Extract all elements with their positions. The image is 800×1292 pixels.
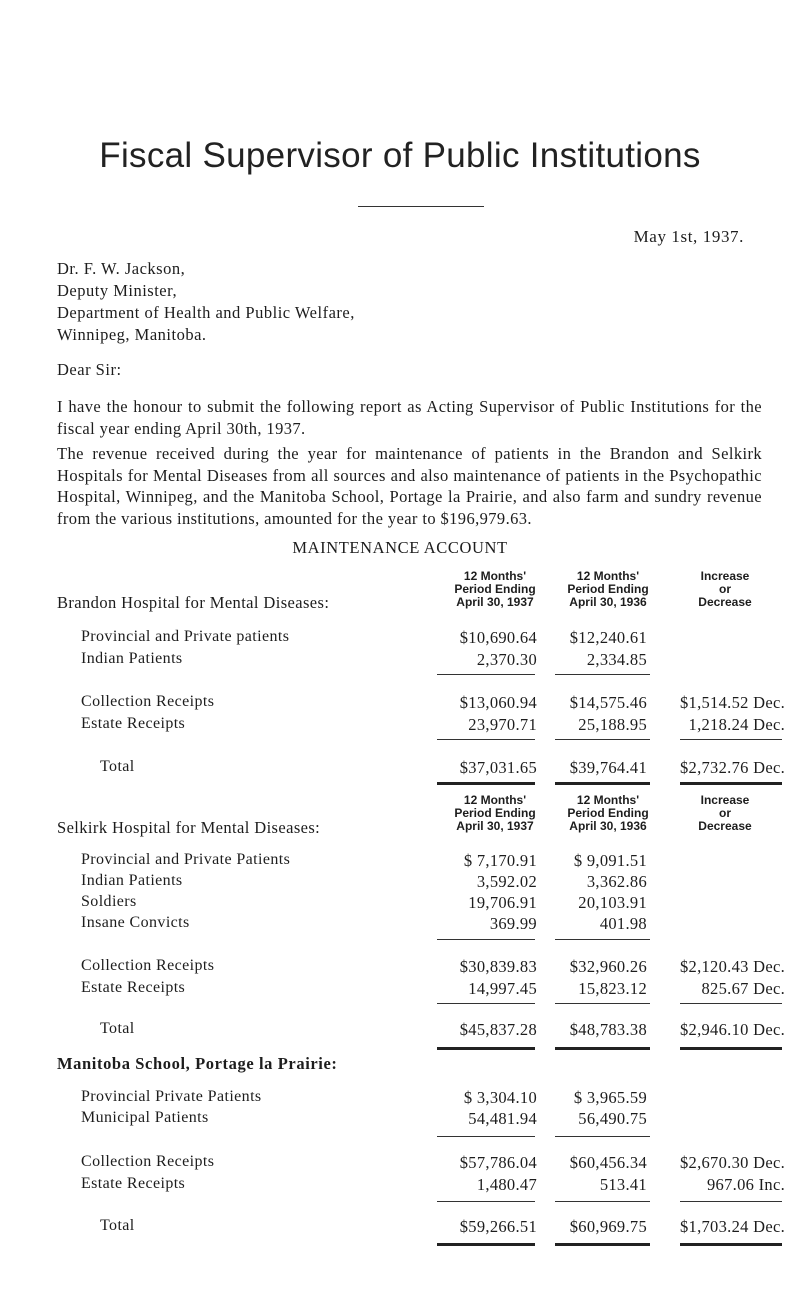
- value-1936: 20,103.91: [578, 893, 647, 912]
- value-1937: 54,481.94: [468, 1109, 537, 1128]
- value-1937: $57,786.04: [459, 1153, 537, 1172]
- row-label: Estate Receipts: [81, 979, 431, 997]
- total-rule: [555, 1047, 650, 1050]
- row-label: Total: [100, 1217, 450, 1235]
- total-1937: $37,031.65: [459, 758, 537, 777]
- row-label: Total: [100, 1020, 450, 1038]
- subtotal-rule: [437, 739, 535, 740]
- subtotal-rule: [437, 1136, 535, 1137]
- row-label: Provincial and Private patients: [81, 628, 431, 646]
- letter-date: May 1st, 1937.: [633, 227, 744, 246]
- column-header: Increase or Decrease: [698, 793, 752, 833]
- row-label: Indian Patients: [81, 872, 431, 890]
- group-title: Brandon Hospital for Mental Diseases:: [57, 593, 330, 612]
- value-1937: 23,970.71: [468, 715, 537, 734]
- total-rule: [680, 1243, 782, 1246]
- total-rule: [680, 782, 782, 785]
- address-line: Dr. F. W. Jackson,: [57, 259, 186, 278]
- column-header: 12 Months' Period Ending April 30, 1937: [454, 569, 536, 609]
- value-1936: $14,575.46: [569, 693, 647, 712]
- subtotal-rule: [437, 674, 535, 675]
- total-1936: $48,783.38: [569, 1020, 647, 1039]
- change-value: 825.67 Dec.: [701, 979, 785, 998]
- value-1936: 2,334.85: [586, 650, 647, 669]
- subtotal-rule: [680, 739, 782, 740]
- value-1936: 25,188.95: [578, 715, 647, 734]
- column-header: Increase or Decrease: [698, 569, 752, 609]
- value-1936: $ 3,965.59: [573, 1088, 647, 1107]
- row-label: Collection Receipts: [81, 1153, 431, 1171]
- subtotal-rule: [555, 1003, 650, 1004]
- group-title: Manitoba School, Portage la Prairie:: [57, 1054, 338, 1073]
- value-1936: $60,456.34: [569, 1153, 647, 1172]
- row-label: Provincial and Private Patients: [81, 851, 431, 869]
- value-1936: 15,823.12: [578, 979, 647, 998]
- total-rule: [437, 1047, 535, 1050]
- title-divider: [358, 206, 484, 207]
- total-rule: [555, 1243, 650, 1246]
- value-1937: $ 3,304.10: [463, 1088, 537, 1107]
- subtotal-rule: [680, 1003, 782, 1004]
- value-1936: 513.41: [599, 1175, 647, 1194]
- total-change: $2,732.76 Dec.: [679, 758, 785, 777]
- total-rule: [680, 1047, 782, 1050]
- change-value: 967.06 Inc.: [707, 1175, 785, 1194]
- total-1937: $59,266.51: [459, 1217, 537, 1236]
- address-line: Winnipeg, Manitoba.: [57, 325, 207, 344]
- value-1937: $10,690.64: [459, 628, 537, 647]
- row-label: Municipal Patients: [81, 1109, 431, 1127]
- value-1937: $13,060.94: [459, 693, 537, 712]
- value-1937: $ 7,170.91: [463, 851, 537, 870]
- change-value: $2,120.43 Dec.: [679, 957, 785, 976]
- paragraph: I have the honour to submit the following report as Acting Supervisor of Public Institutions for the fiscal year ending April 30th, 1937.: [57, 397, 762, 438]
- subtotal-rule: [437, 1201, 535, 1202]
- row-label: Collection Receipts: [81, 957, 431, 975]
- subtotal-rule: [555, 1201, 650, 1202]
- value-1936: 56,490.75: [578, 1109, 647, 1128]
- total-1936: $60,969.75: [569, 1217, 647, 1236]
- row-label: Soldiers: [81, 893, 431, 911]
- column-header: 12 Months' Period Ending April 30, 1937: [454, 793, 536, 833]
- subtotal-rule: [555, 1136, 650, 1137]
- total-1936: $39,764.41: [569, 758, 647, 777]
- address-line: Deputy Minister,: [57, 281, 178, 300]
- value-1936: $ 9,091.51: [573, 851, 647, 870]
- section-title: MAINTENANCE ACCOUNT: [292, 538, 508, 557]
- address-line: Department of Health and Public Welfare,: [57, 303, 355, 322]
- value-1937: $30,839.83: [459, 957, 537, 976]
- value-1937: 3,592.02: [476, 872, 537, 891]
- total-change: $2,946.10 Dec.: [679, 1020, 785, 1039]
- subtotal-rule: [555, 739, 650, 740]
- column-header: 12 Months' Period Ending April 30, 1936: [567, 793, 649, 833]
- row-label: Estate Receipts: [81, 715, 431, 733]
- row-label: Estate Receipts: [81, 1175, 431, 1193]
- value-1937: 19,706.91: [468, 893, 537, 912]
- subtotal-rule: [437, 939, 535, 940]
- total-rule: [555, 782, 650, 785]
- total-rule: [437, 782, 535, 785]
- column-header: 12 Months' Period Ending April 30, 1936: [567, 569, 649, 609]
- value-1936: $32,960.26: [569, 957, 647, 976]
- total-1937: $45,837.28: [459, 1020, 537, 1039]
- subtotal-rule: [555, 939, 650, 940]
- subtotal-rule: [680, 1201, 782, 1202]
- group-title: Selkirk Hospital for Mental Diseases:: [57, 818, 321, 837]
- value-1937: 14,997.45: [468, 979, 537, 998]
- row-label: Insane Convicts: [81, 914, 431, 932]
- change-value: $2,670.30 Dec.: [679, 1153, 785, 1172]
- value-1937: 1,480.47: [476, 1175, 537, 1194]
- value-1937: 369.99: [489, 914, 537, 933]
- value-1937: 2,370.30: [476, 650, 537, 669]
- value-1936: $12,240.61: [569, 628, 647, 647]
- row-label: Provincial Private Patients: [81, 1088, 431, 1106]
- total-rule: [437, 1243, 535, 1246]
- change-value: 1,218.24 Dec.: [688, 715, 785, 734]
- row-label: Indian Patients: [81, 650, 431, 668]
- value-1936: 401.98: [599, 914, 647, 933]
- change-value: $1,514.52 Dec.: [679, 693, 785, 712]
- value-1936: 3,362.86: [586, 872, 647, 891]
- row-label: Total: [100, 758, 450, 776]
- subtotal-rule: [555, 674, 650, 675]
- total-change: $1,703.24 Dec.: [679, 1217, 785, 1236]
- subtotal-rule: [437, 1003, 535, 1004]
- page-title: Fiscal Supervisor of Public Institutions: [99, 136, 701, 175]
- paragraph: The revenue received during the year for maintenance of patients in the Brandon and Selkirk Hospitals for Mental Diseases from all sources and also maintenance of patients in the Psychopathic Hospital, Winnipeg, and the Manitoba School, Portage la Prairie, and also farm and sundry revenue from the various institutions, amounted for the year to $196,979.63.: [57, 444, 762, 528]
- row-label: Collection Receipts: [81, 693, 431, 711]
- salutation: Dear Sir:: [57, 360, 122, 379]
